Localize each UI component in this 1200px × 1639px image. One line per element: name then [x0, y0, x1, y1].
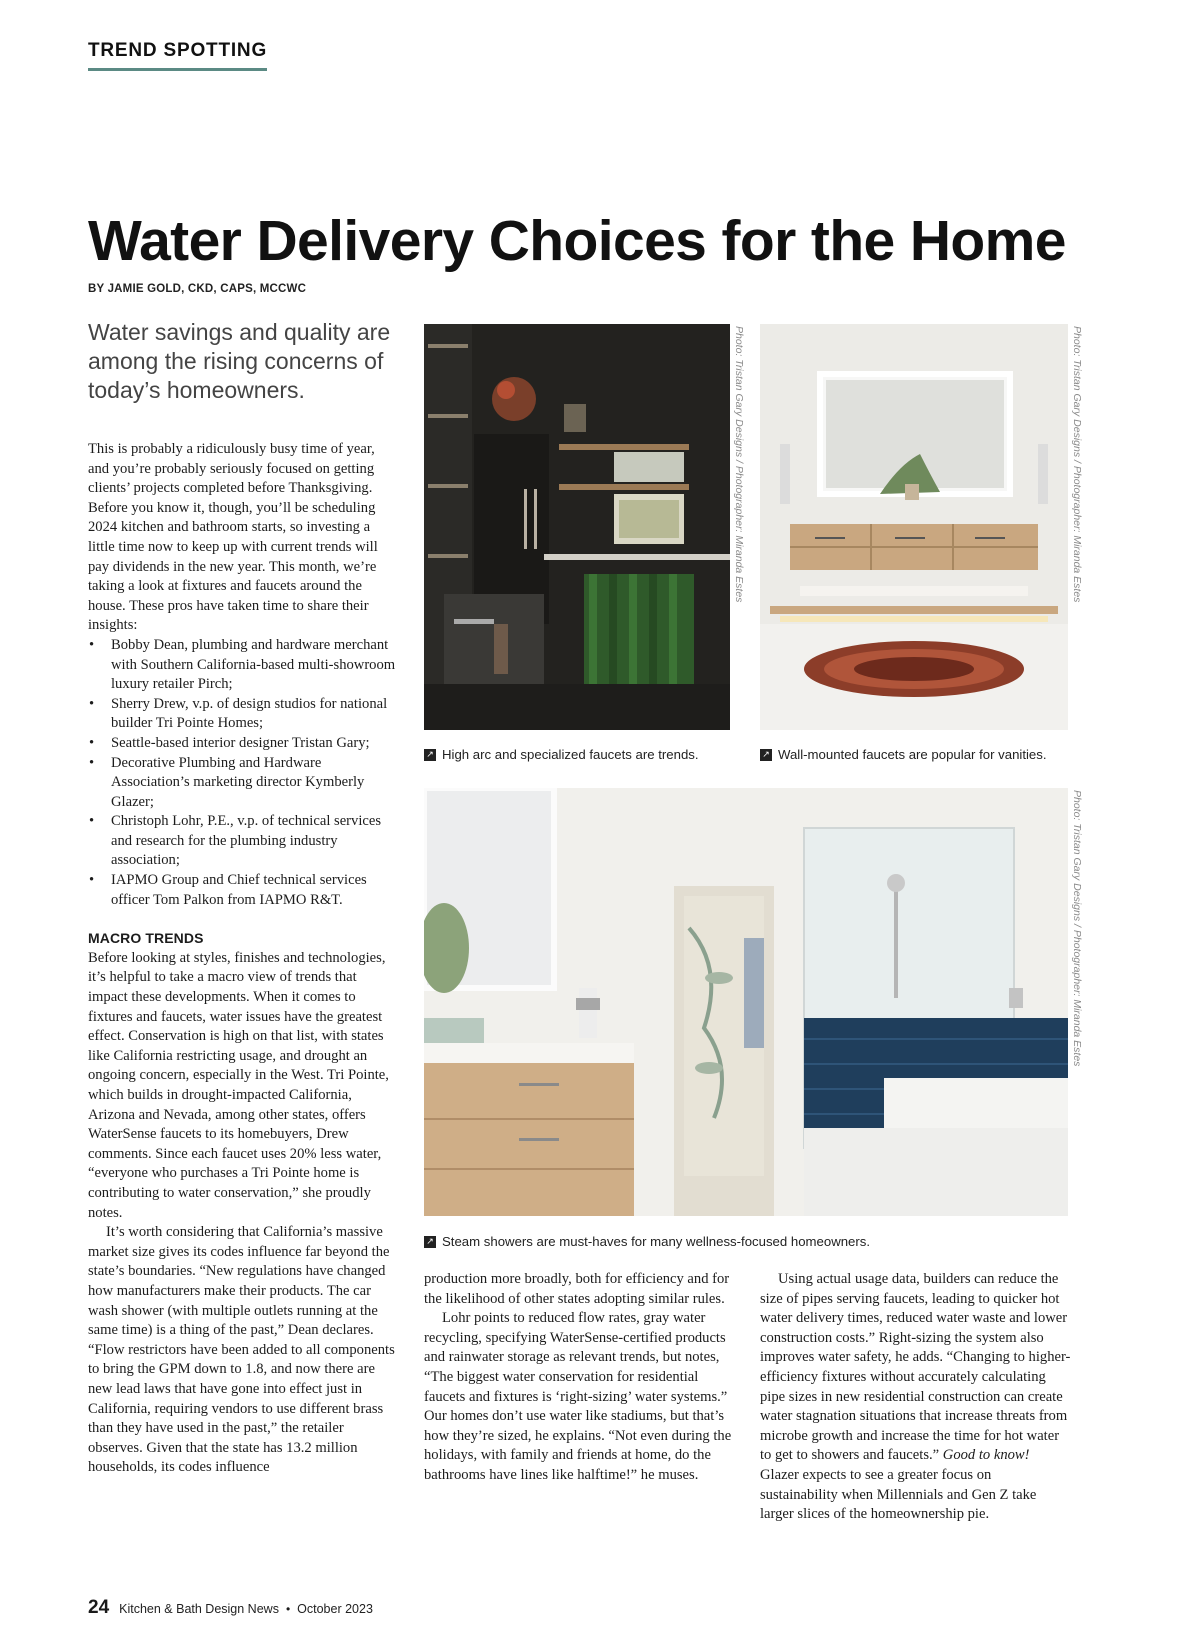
photo-caption-text: High arc and specialized faucets are trends. — [442, 747, 699, 762]
body-italic: Good to know! — [942, 1447, 1030, 1464]
list-item: • Bobby Dean, plumbing and hardware merchant with Southern California-based multi-showroom luxury retailer Pirch; — [88, 636, 396, 695]
list-item: • Christoph Lohr, P.E., v.p. of technical services and research for the plumbing industry association; — [88, 812, 396, 871]
body-paragraph: production more broadly, both for efficiency and for the likelihood of other states adopting similar rules. — [424, 1271, 730, 1307]
footer-separator: • — [285, 1602, 291, 1616]
photo-caption — [424, 747, 699, 762]
body-paragraph: It’s worth considering that California’s massive market size gives its codes influence far beyond the state’s boundaries. “New regulations have changed how manufacturers make their products. The car wash shower (with multiple outlets running at the same time) is a thing of the past,” Dean declares. “Flow restrictors have been added to all components to bring the GPM down to 1.8, and now there are new lead laws that have gone into effect just in California, requiring vendors to use different brass than they have used in the past,” the retailer observes. Given that the state has 13.2 million households, its codes influence — [88, 1224, 395, 1476]
photo-caption-text: Wall-mounted faucets are popular for vanities. — [778, 747, 1047, 762]
kitchen-photo — [424, 324, 730, 730]
text-column-2 — [424, 1270, 732, 1486]
photo-caption-text: Steam showers are must-haves for many wellness-focused homeowners. — [442, 1234, 871, 1249]
vanity-photo — [760, 324, 1068, 730]
list-item: • Decorative Plumbing and Hardware Association’s marketing director Kymberly Glazer; — [88, 754, 396, 813]
list-item: • Sherry Drew, v.p. of design studios for national builder Tri Pointe Homes; — [88, 695, 396, 734]
text-column-3 — [760, 1270, 1072, 1525]
arrow-up-right-icon: ↗ — [424, 749, 436, 761]
article-dek: Water savings and quality are among the rising concerns of today’s homeowners. — [88, 319, 391, 403]
photo-credit: Photo: Tristan Gary Designs / Photographer: Miranda Estes — [1071, 326, 1083, 603]
photo-credit: Photo: Tristan Gary Designs / Photographer: Miranda Estes — [733, 326, 745, 603]
photo-caption — [760, 747, 1047, 762]
list-item: • IAPMO Group and Chief technical services officer Tom Palkon from IAPMO R&T. — [88, 871, 396, 910]
photo-credit: Photo: Tristan Gary Designs / Photographer: Miranda Estes — [1071, 790, 1083, 1067]
article-headline: Water Delivery Choices for the Home — [88, 209, 1066, 273]
intro-paragraph: This is probably a ridiculously busy time of year, and you’re probably seriously focused on getting clients’ projects completed before Thanksgiving. Before you know it, though, you’ll be scheduling 2024 kitchen and bathroom starts, so investing a little time now to keep up with current trends will pay dividends in the new year. This month, we’re taking a look at fixtures and faucets around the house. These pros have taken time to share their insights: — [88, 441, 378, 634]
body-paragraph: Lohr points to reduced flow rates, gray water recycling, specifying WaterSense-certified products and rainwater storage as relevant trends, but notes, “The biggest water conservation for residential faucets and fixtures is ‘right-sizing’ water systems.” Our homes don’t use water like stadiums, but that’s how they’re sized, he explains. “Not even during the holidays, with family and friends at home, do the bathrooms have lines like halftime!” he muses. — [424, 1310, 732, 1483]
list-item: • Seattle-based interior designer Tristan Gary; — [88, 734, 396, 754]
body-text: Glazer expects to see a greater focus on sustainability when Millennials and Gen Z take larger slices of the homeownership pie. — [760, 1466, 1037, 1523]
issue-date: October 2023 — [297, 1602, 373, 1616]
body-paragraph: Before looking at styles, finishes and technologies, it’s helpful to take a macro view of trends that impact these developments. When it comes to fixtures and faucets, water issues have the greatest effect. Conservation is high on that list, with states like California restricting usage, and drought an ongoing concern, especially in the West. Tri Pointe, which builds in drought-impacted California, Arizona and Nevada, among other states, offers WaterSense faucets to its homebuyers, Drew comments. Since each faucet uses 20% less water, “everyone who purchases a Tri Pointe home is contributing to water conservation,” she proudly notes. — [88, 949, 389, 1221]
article-byline: BY JAMIE GOLD, CKD, CAPS, MCCWC — [88, 283, 307, 295]
body-paragraph — [760, 1270, 1072, 1525]
text-column-1 — [88, 440, 396, 1478]
arrow-up-right-icon: ↗ — [760, 749, 772, 761]
bathroom-photo — [424, 788, 1068, 1216]
section-tag: TREND SPOTTING — [88, 40, 267, 71]
arrow-up-right-icon: ↗ — [424, 1236, 436, 1248]
page-footer — [88, 1597, 373, 1619]
body-text: Using actual usage data, builders can reduce the size of pipes serving faucets, leading to quicker hot water delivery times, reduced water waste and lower construction costs.” Right-sizing the system also improves water safety, he adds. “Changing to higher-efficiency fixtures without accurately calculating pipe sizes in new residential construction can create water stagnation situations that increase threats from microbe growth and increase the time for hot water to get to showers and faucets.” — [760, 1271, 1071, 1464]
photo-caption — [424, 1234, 870, 1249]
publication-name: Kitchen & Bath Design News — [119, 1602, 279, 1616]
subhead-macro-trends: MACRO TRENDS — [88, 930, 204, 947]
page-number: 24 — [88, 1597, 110, 1618]
experts-list — [88, 636, 396, 910]
